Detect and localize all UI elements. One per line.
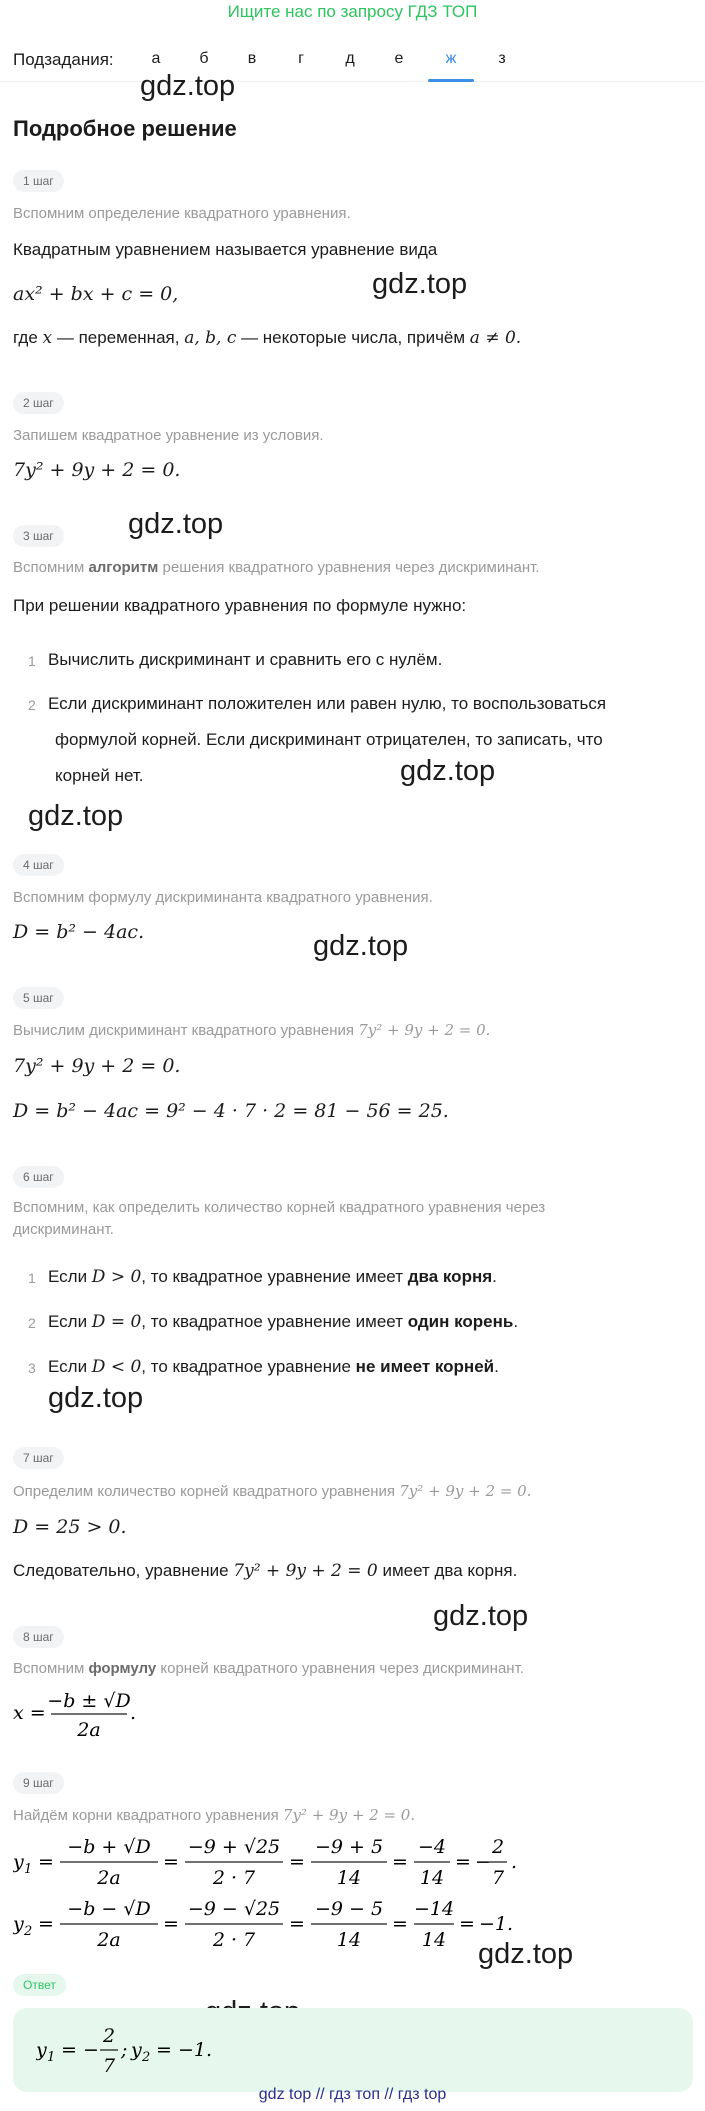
separator: ;	[121, 2039, 128, 2061]
y2-subscript: 2	[24, 1924, 33, 1939]
list-item-continuation: корней нет.	[55, 766, 144, 785]
step-badge: 3 шаг	[13, 525, 64, 547]
equals-sign: =	[289, 1851, 305, 1873]
step-badge: 7 шаг	[13, 1447, 64, 1469]
list-item: Если D < 0, то квадратное уравнение не имеет корней.	[48, 1357, 499, 1377]
list-item: Если дискриминант положителен или равен нулю, то воспользоваться	[48, 694, 607, 713]
list-number: 1	[28, 1270, 36, 1286]
fraction-numerator: 2	[491, 1836, 505, 1858]
step-hint: Вспомним, как определить количество корней квадратного уравнения через	[13, 1199, 546, 1216]
watermark: gdz.top	[433, 1600, 529, 1632]
equals-sign: =	[455, 1851, 471, 1873]
equals-sign: =	[392, 1913, 408, 1935]
step-text: При решении квадратного уравнения по формуле нужно:	[13, 596, 467, 615]
fraction-denominator: 7	[102, 2055, 116, 2077]
step-badge: 4 шаг	[13, 854, 64, 876]
fraction-denominator: 14	[419, 1867, 445, 1889]
step-badge: 8 шаг	[13, 1626, 64, 1648]
fraction-numerator: −9 + 5	[314, 1836, 384, 1858]
fraction-denominator: 2a	[97, 1929, 121, 1951]
list-item: Если D = 0, то квадратное уравнение имеет один корень.	[48, 1312, 519, 1332]
fraction-denominator: 2a	[97, 1867, 121, 1889]
y1-subscript: 1	[24, 1862, 33, 1877]
footer-links[interactable]: gdz top // гдз топ // гдз top	[258, 2086, 447, 2103]
step-hint: Вспомним формулу корней квадратного уравнения через дискриминант.	[13, 1660, 524, 1677]
step-badge: 6 шаг	[13, 1166, 64, 1188]
tabs-divider	[0, 81, 705, 82]
formula-period: .	[511, 1851, 518, 1873]
list-number: 3	[28, 1360, 36, 1376]
watermark: gdz.top	[313, 930, 409, 962]
formula: 7y² + 9y + 2 = 0.	[13, 1055, 181, 1077]
discriminant-root-formula	[13, 1682, 173, 1746]
watermark: gdz.top	[140, 70, 236, 102]
y2-symbol: y	[13, 1913, 24, 1935]
tab-z[interactable]: з	[498, 50, 506, 67]
fraction-numerator: −14	[413, 1898, 455, 1920]
active-tab-indicator	[428, 79, 474, 82]
list-item: Вычислить дискриминант и сравнить его с нулём.	[48, 650, 443, 669]
fraction-denominator: 2 · 7	[212, 1867, 256, 1889]
step-text: Следовательно, уравнение 7y² + 9y + 2 = 0 имеет два корня.	[13, 1561, 518, 1581]
step-hint: Запишем квадратное уравнение из условия.	[13, 427, 324, 444]
tab-d[interactable]: д	[345, 50, 355, 67]
step-badge: 5 шаг	[13, 987, 64, 1009]
page-title: Подробное решение	[13, 116, 237, 141]
formula: 7y² + 9y + 2 = 0.	[13, 459, 181, 481]
step-hint: Определим количество корней квадратного уравнения 7y² + 9y + 2 = 0.	[13, 1482, 532, 1500]
fraction-denominator: 14	[336, 1867, 362, 1889]
watermark: gdz.top	[28, 800, 124, 832]
step-badge: 1 шаг	[13, 170, 64, 192]
fraction-denominator: 2a	[77, 1719, 101, 1741]
answer-badge: Ответ	[13, 1974, 66, 1996]
minus-sign: −	[475, 1851, 491, 1873]
tab-zh[interactable]: ж	[445, 50, 457, 67]
list-item-continuation: формулой корней. Если дискриминант отрицателен, то записать, что	[55, 730, 603, 749]
y1-subscript: 1	[47, 2050, 56, 2065]
fraction-denominator: 14	[421, 1929, 447, 1951]
list-number: 2	[28, 1315, 36, 1331]
step-hint: Вычислим дискриминант квадратного уравнения 7y² + 9y + 2 = 0.	[13, 1021, 491, 1039]
roots-computation	[13, 1826, 693, 1964]
tab-a[interactable]: а	[151, 50, 161, 67]
step-hint: дискриминант.	[13, 1221, 114, 1238]
y2-result: −1.	[479, 1913, 514, 1935]
list-number: 1	[28, 653, 36, 669]
step-badge: 2 шаг	[13, 392, 64, 414]
step-hint: Вспомним алгоритм решения квадратного уравнения через дискриминант.	[13, 559, 540, 576]
y2-value: = −1.	[156, 2039, 213, 2061]
equals-sign: =	[459, 1913, 475, 1935]
formula: D = b² − 4ac.	[13, 921, 145, 943]
formula-period: .	[130, 1702, 137, 1724]
formula: D = b² − 4ac = 9² − 4 · 7 · 2 = 81 − 56 = 25.	[13, 1100, 449, 1122]
formula: ax² + bx + c = 0,	[13, 283, 179, 305]
formula: D = 25 > 0.	[13, 1516, 127, 1538]
fraction-denominator: 14	[336, 1929, 362, 1951]
watermark: gdz.top	[48, 1382, 144, 1414]
fraction-numerator: −4	[417, 1836, 447, 1858]
watermark: gdz.top	[478, 1938, 574, 1970]
equals-sign: =	[163, 1913, 179, 1935]
answer-formula	[36, 2020, 296, 2084]
equals-sign: =	[289, 1913, 305, 1935]
fraction-numerator: −b − √D	[67, 1898, 151, 1920]
list-item: Если D > 0, то квадратное уравнение имеет два корня.	[48, 1267, 497, 1287]
fraction-numerator: −9 − √25	[187, 1898, 281, 1920]
equals-sign: =	[38, 1851, 54, 1873]
tab-b[interactable]: б	[199, 50, 209, 67]
y2-subscript: 2	[142, 2050, 151, 2065]
equals-sign: =	[163, 1851, 179, 1873]
y1-symbol: y	[36, 2039, 47, 2061]
step-text: Квадратным уравнением называется уравнение вида	[13, 240, 438, 259]
fraction-denominator: 2 · 7	[212, 1929, 256, 1951]
step-text: где x — переменная, a, b, c — некоторые числа, причём a ≠ 0.	[13, 328, 522, 348]
equals-sign: =	[38, 1913, 54, 1935]
watermark: gdz.top	[128, 508, 224, 540]
fraction-numerator: −9 + √25	[187, 1836, 281, 1858]
watermark: gdz.top	[400, 755, 496, 787]
y2-symbol: y	[131, 2039, 142, 2061]
equals-sign: =	[392, 1851, 408, 1873]
watermark: gdz.top	[372, 268, 468, 300]
tab-v[interactable]: в	[247, 50, 257, 67]
step-hint: Вспомним формулу дискриминанта квадратного уравнения.	[13, 889, 433, 906]
fraction-numerator: 2	[102, 2025, 116, 2047]
subtasks-label: Подзадания:	[13, 50, 114, 69]
step-hint: Найдём корни квадратного уравнения 7y² + 9y + 2 = 0.	[13, 1806, 416, 1824]
equals-minus: = −	[61, 2039, 99, 2061]
fraction-numerator: −b + √D	[67, 1836, 151, 1858]
list-number: 2	[28, 697, 36, 713]
tab-e[interactable]: е	[394, 50, 404, 67]
fraction-numerator: −9 − 5	[314, 1898, 384, 1920]
formula-lhs: x =	[13, 1702, 46, 1724]
tab-g[interactable]: г	[298, 50, 304, 67]
fraction-denominator: 7	[491, 1867, 505, 1889]
y1-symbol: y	[13, 1851, 24, 1873]
step-badge: 9 шаг	[13, 1772, 64, 1794]
search-banner[interactable]: Ищите нас по запросу ГДЗ ТОП	[227, 2, 478, 21]
step-hint: Вспомним определение квадратного уравнения.	[13, 205, 351, 222]
fraction-numerator: −b ± √D	[47, 1690, 131, 1712]
